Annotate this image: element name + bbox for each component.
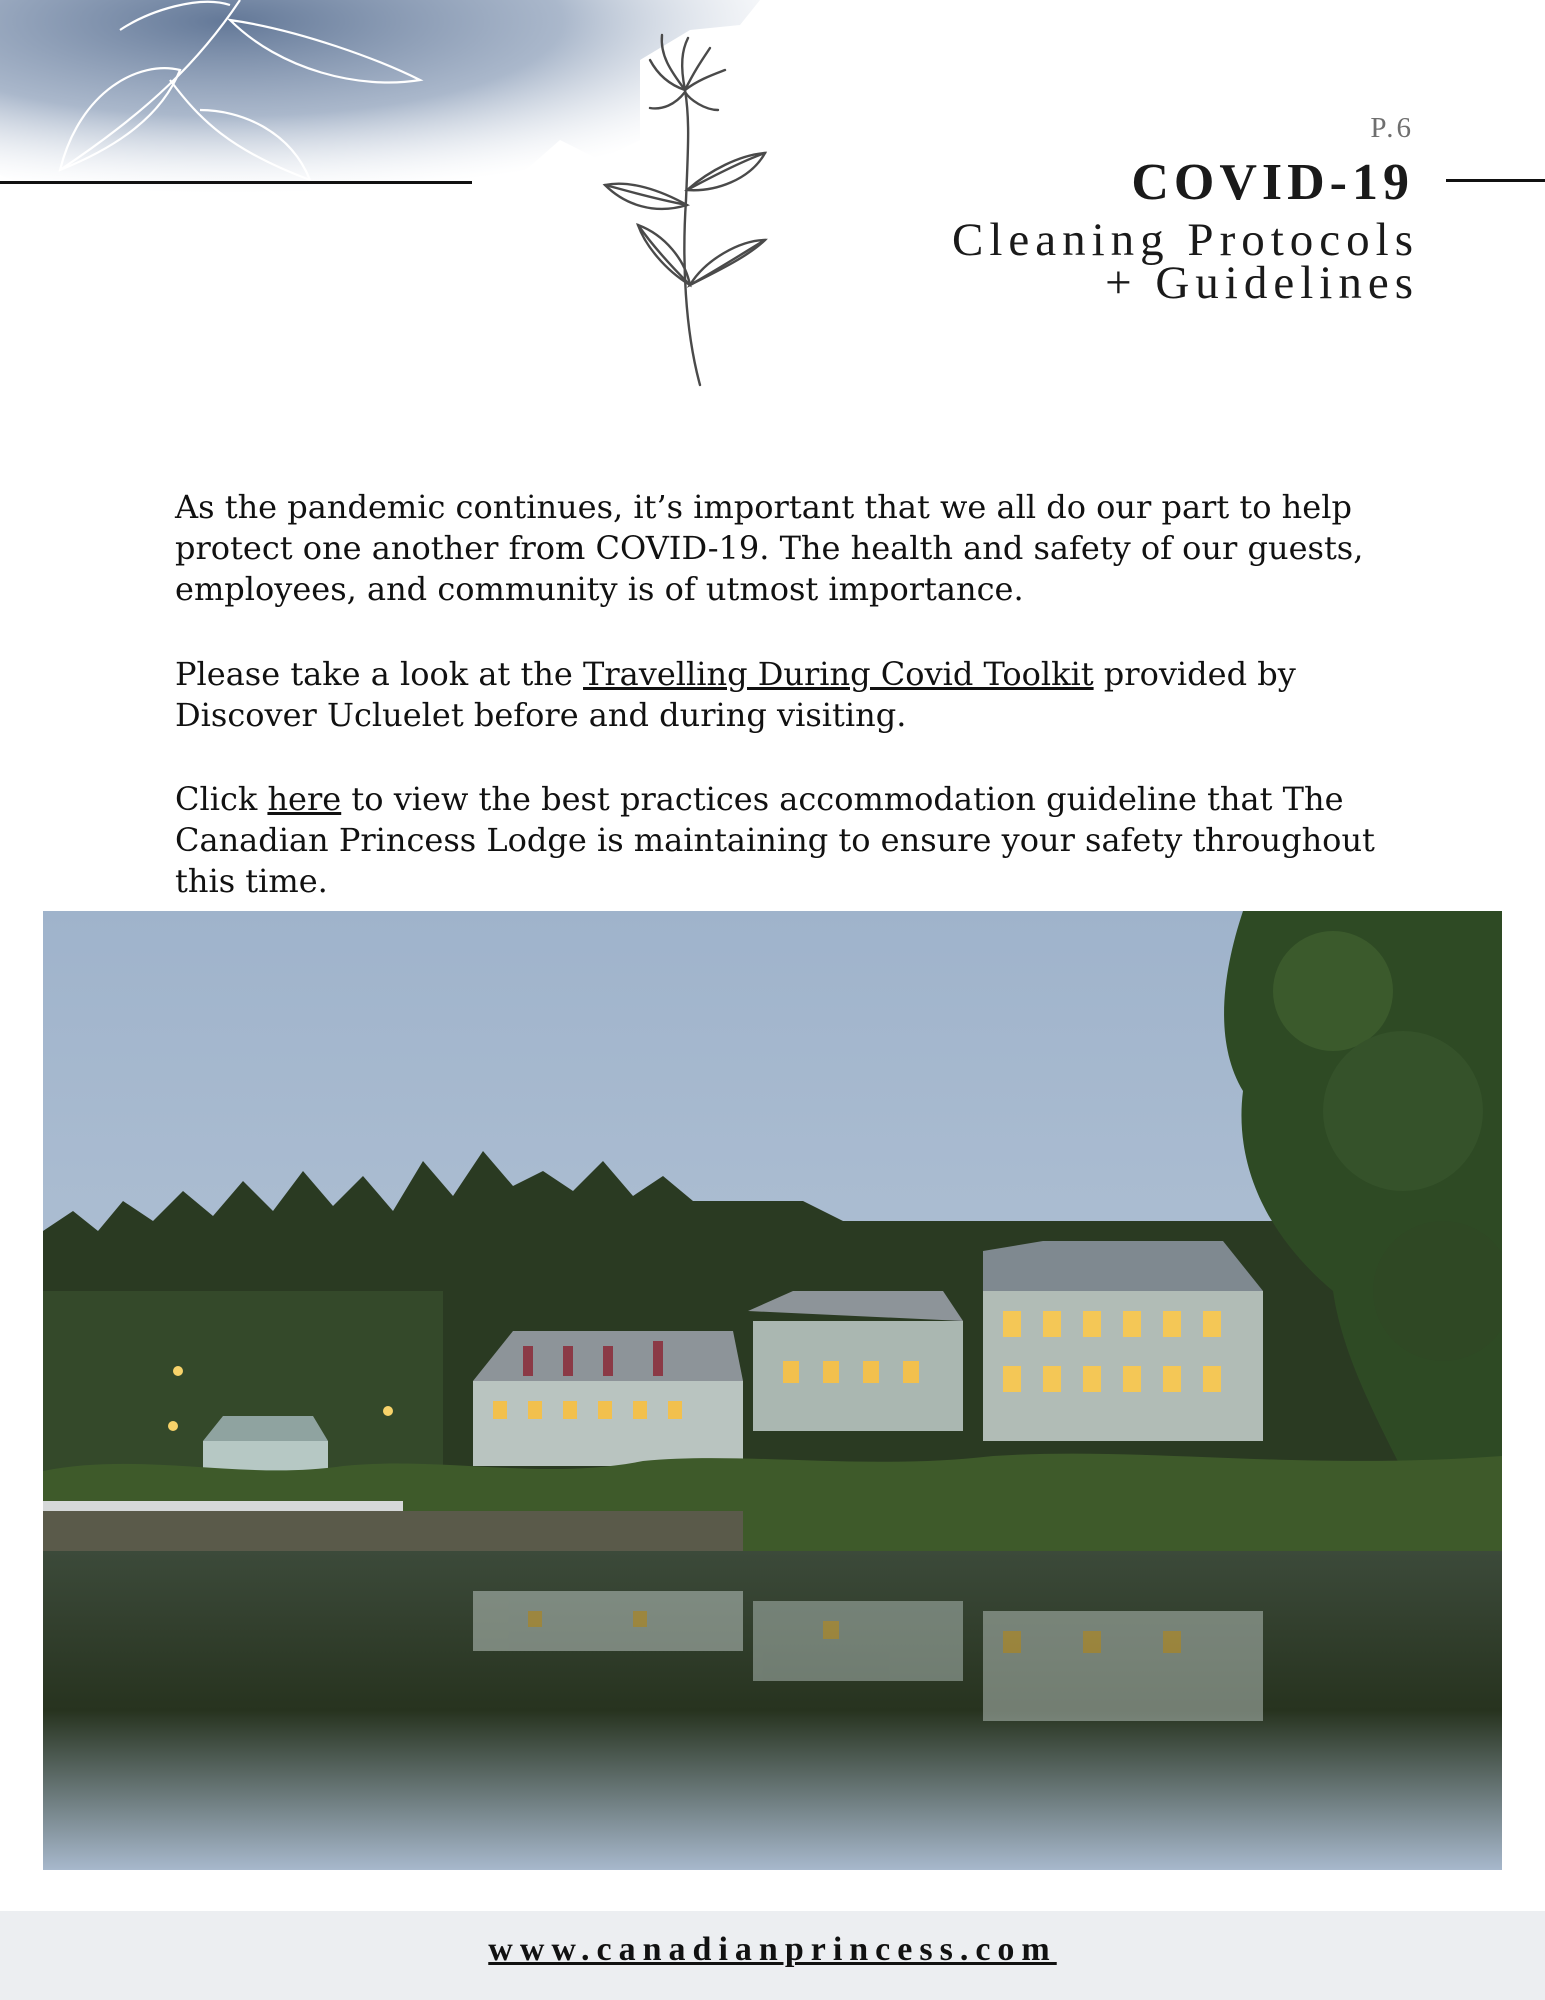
here-link[interactable]: here bbox=[267, 780, 342, 818]
left-rule bbox=[0, 181, 472, 184]
guideline-paragraph bbox=[175, 779, 1415, 902]
page-title: COVID-19 bbox=[1131, 154, 1414, 211]
botanical-sprig-illustration bbox=[590, 30, 780, 390]
website-link[interactable]: www.canadianprincess.com bbox=[488, 1930, 1057, 1968]
page-subtitle bbox=[952, 214, 1419, 309]
right-rule bbox=[1446, 179, 1545, 182]
toolkit-paragraph bbox=[175, 654, 1415, 736]
toolkit-text-before: Please take a look at the bbox=[175, 655, 584, 693]
guideline-text-after: to view the best practices accommodation guideline that The Canadian Princess Lodge is maintaining to ensure your safety throughout this time. bbox=[175, 780, 1375, 900]
subtitle-line-2: + Guidelines bbox=[1105, 257, 1419, 309]
subtitle-line-1: Cleaning Protocols bbox=[952, 214, 1419, 266]
page-number: P.6 bbox=[1370, 112, 1414, 144]
footer-bar bbox=[0, 1911, 1545, 2000]
intro-paragraph: As the pandemic continues, it’s important that we all do our part to help protect one another from COVID-19. The health and safety of our guests, employees, and community is of utmost importance. bbox=[175, 488, 1364, 608]
guideline-text-before: Click bbox=[175, 780, 268, 818]
toolkit-text-after: provided by Discover Ucluelet before and during visiting. bbox=[175, 655, 1296, 734]
lodge-photo bbox=[43, 911, 1502, 1870]
travelling-toolkit-link[interactable]: Travelling During Covid Toolkit bbox=[583, 655, 1094, 693]
